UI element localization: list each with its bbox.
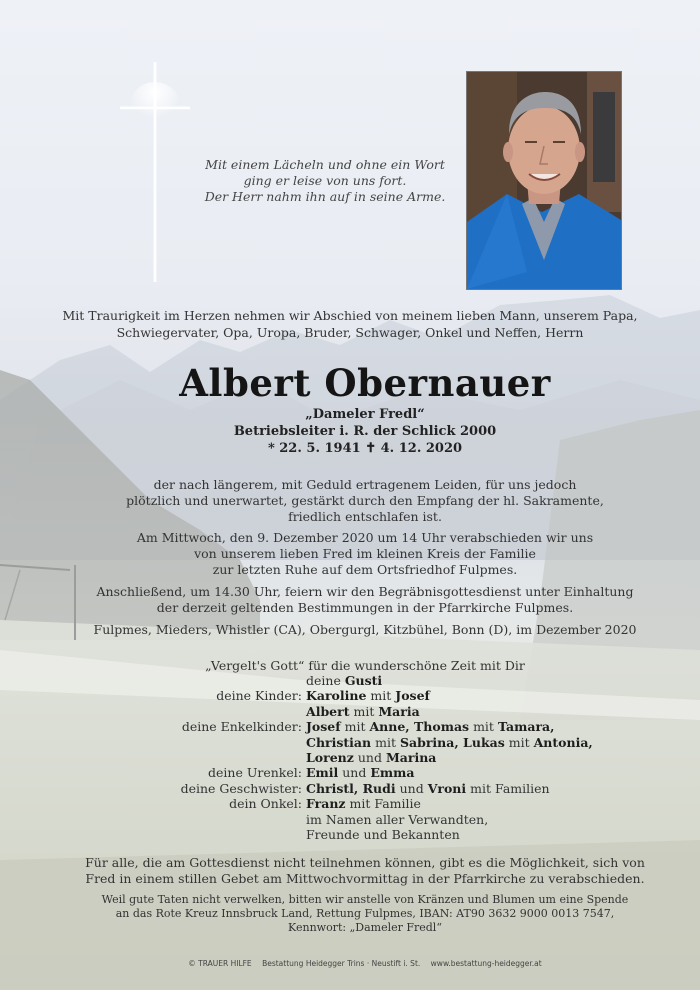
family-text: mit [353, 703, 375, 719]
family-text: und [399, 780, 424, 796]
family-name: Antonia, [533, 734, 593, 750]
text-line: Fred in einem stillen Gebet am Mittwochvormittag in der Pfarrkirche zu verabschieden. [85, 871, 645, 886]
text-line: zur letzten Ruhe auf dem Ortsfriedhof Fulpmes. [212, 562, 518, 577]
service-paragraph [80, 584, 650, 616]
intro-text [40, 307, 660, 341]
family-text: mit [508, 734, 530, 750]
family-row-grandchildren [0, 719, 700, 734]
family-text: mit Familien [470, 780, 550, 796]
intro-line: Schwiegervater, Opa, Uropa, Bruder, Schwager, Onkel und Neffen, Herrn [116, 325, 584, 340]
family-row-grandchildren-3 [0, 750, 700, 765]
footer-website[interactable]: www.bestattung-heidegger.at [430, 959, 542, 968]
family-name: Josef [395, 688, 430, 704]
family-name: Lorenz [306, 749, 354, 765]
family-name: Marina [385, 749, 437, 765]
text-line: plötzlich und unerwartet, gestärkt durch den Empfang der hl. Sakramente, [126, 493, 604, 508]
text-line: Fulpmes, Mieders, Whistler (CA), Obergurgl, Kitzbühel, Bonn (D), im Dezember 2020 [93, 622, 637, 637]
family-row-uncle [0, 796, 700, 811]
family-row-children-2 [0, 704, 700, 719]
family-row-siblings [0, 781, 700, 796]
family-text: im Namen aller Verwandten, [306, 811, 489, 827]
footer [0, 959, 700, 968]
quote-line: Mit einem Lächeln und ohne ein Wort [205, 157, 445, 172]
footer-brand: © TRAUER HILFE [188, 959, 252, 968]
family-name: Christl, Rudi [306, 780, 396, 796]
quote-line: ging er leise von uns fort. [243, 173, 407, 188]
family-name: Maria [378, 703, 420, 719]
memorial-quote [160, 157, 490, 205]
life-dates: * 22. 5. 1941 ✝ 4. 12. 2020 [267, 441, 463, 456]
family-row-closing [0, 812, 700, 827]
family-text: mit [375, 734, 396, 750]
text-line: Weil gute Taten nicht verwelken, bitten wir anstelle von Kränzen und Blumen um eine Spende [101, 893, 629, 906]
text-line: der derzeit geltenden Bestimmungen in der Pfarrkirche Fulpmes. [156, 600, 574, 615]
family-label: deine Urenkel: [208, 765, 302, 781]
deceased-occupation: Betriebsleiter i. R. der Schlick 2000 [233, 424, 497, 439]
text-line: an das Rote Kreuz Innsbruck Land, Rettung Fulpmes, IBAN: AT90 3632 9000 0013 7547, [115, 907, 615, 920]
family-name: Emil [306, 765, 339, 781]
deceased-nickname: „Dameler Fredl“ [305, 407, 425, 422]
family-name: Christian [306, 734, 372, 750]
text-line: von unserem lieben Fred im kleinen Kreis der Familie [194, 546, 536, 561]
family-name: Karoline [306, 688, 367, 704]
family-label: deine Kinder: [216, 688, 302, 704]
family-name: Albert [306, 703, 350, 719]
deceased-name: Albert Obernauer [179, 361, 551, 405]
family-name: Franz [306, 796, 346, 812]
family-text: deine [306, 673, 341, 688]
portrait-image [467, 72, 621, 289]
family-row-children [0, 688, 700, 703]
family-name: Josef [306, 719, 341, 735]
family-name: Emma [370, 765, 415, 781]
quote-line: Der Herr nahm ihn auf in seine Arme. [204, 189, 446, 204]
text-line: Anschließend, um 14.30 Uhr, feiern wir den Begräbnisgottesdienst unter Einhaltung [96, 584, 634, 599]
death-paragraph [80, 477, 650, 525]
family-name: Gusti [344, 673, 383, 688]
prayer-note [80, 855, 650, 887]
family-row-grandchildren-2 [0, 735, 700, 750]
family-label: deine Enkelkinder: [181, 719, 302, 735]
family-row-closing-2 [0, 827, 700, 842]
family-row-greatgrandchildren [0, 765, 700, 780]
family-text: mit [473, 719, 494, 735]
family-name: Tamara, [497, 719, 555, 735]
text-line: Für alle, die am Gottesdienst nicht teilnehmen können, gibt es die Möglichkeit, sich von [85, 855, 645, 870]
text-line: Am Mittwoch, den 9. Dezember 2020 um 14 Uhr verabschieden wir uns [136, 530, 594, 545]
footer-company: Bestattung Heidegger Trins · Neustift i. St. [262, 959, 421, 968]
text-line: Kennwort: „Dameler Fredl“ [288, 921, 442, 934]
portrait-photo [466, 71, 622, 290]
text-line: der nach längerem, mit Geduld ertragenem Leiden, für uns jedoch [153, 477, 577, 492]
family-name: Vroni [427, 780, 467, 796]
intro-line: Mit Traurigkeit im Herzen nehmen wir Abschied von meinem lieben Mann, unserem Papa, [62, 308, 638, 323]
family-row-wife [0, 673, 700, 688]
family-label: dein Onkel: [229, 796, 302, 812]
place-date-line [80, 622, 650, 638]
family-name: Anne, Thomas [369, 719, 470, 735]
family-text: mit Familie [349, 796, 421, 812]
family-text: und [342, 765, 367, 781]
family-text: mit [370, 688, 392, 704]
family-name: Sabrina, Lukas [399, 734, 505, 750]
text-line: friedlich entschlafen ist. [288, 509, 442, 524]
family-text: Freunde und Bekannten [306, 826, 460, 842]
family-list [0, 673, 700, 842]
funeral-paragraph [80, 530, 650, 578]
family-text: mit [344, 719, 366, 735]
family-label: deine Geschwister: [180, 780, 302, 796]
donation-note [80, 893, 650, 935]
family-text: und [357, 749, 382, 765]
thanks-line: „Vergelt's Gott“ für die wunderschöne Zeit mit Dir [205, 658, 525, 673]
